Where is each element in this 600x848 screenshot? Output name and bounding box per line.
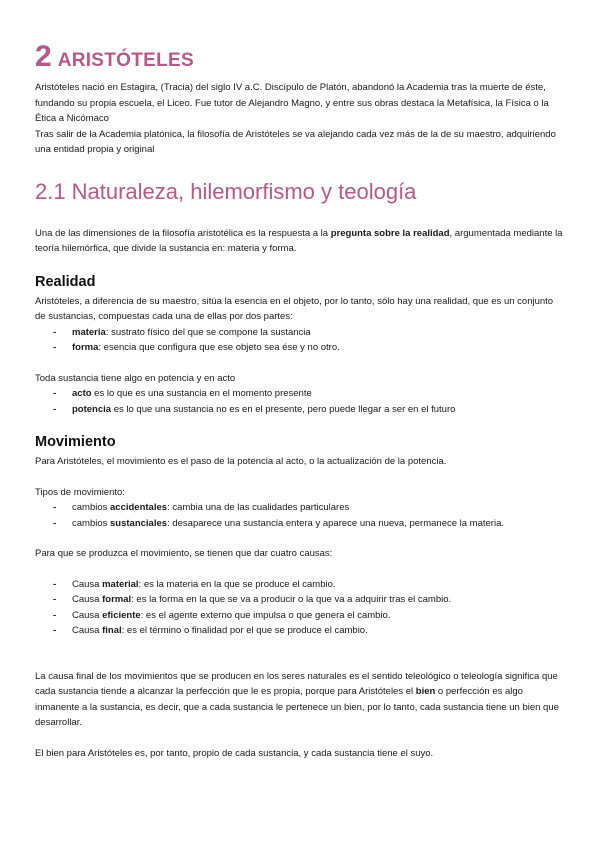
movimiento-text: Para Aristóteles, el movimiento es el paso de la potencia al acto, o la actualización de la potencia. [35, 456, 447, 467]
intro-paragraph-1: Aristóteles nació en Estagira, (Tracia) del siglo IV a.C. Discípulo de Platón, abandonó la Academia tras la muerte de éste, fundando su propia escuela, el Liceo. Fue tutor de Alejandro Magno, y entre sus obras destaca la Metafísica, la Física o la Ética a Nicómaco [35, 82, 549, 124]
parts-list [35, 325, 565, 356]
document-page [35, 40, 565, 761]
list-item: - Causa formal: es la forma en la que se va a producir o la que va a adquirir tras el cambio. [35, 592, 565, 608]
list-item: - potencia es lo que una sustancia no es en el presente, pero puede llegar a ser en el futuro [35, 402, 565, 418]
closing-paragraph: El bien para Aristóteles es, por tanto, propio de cada sustancia, y cada sustancia tiene el suyo. [35, 747, 434, 759]
potencia-list [35, 386, 565, 417]
section-intro: Una de las dimensiones de la filosofía aristotélica es la respuesta a la pregunta sobre la realidad, argumentada mediante la teoría hilemórfica, que divide la sustancia en: materia y forma. [35, 227, 563, 254]
list-item: - acto es lo que es una sustancia en el momento presente [35, 386, 565, 402]
teleologia-paragraph: La causa final de los movimientos que se producen en los seres naturales es el sentido teleológico o teleología significa que cada sustancia tiende a alcanzar la perfección que le es propia, porque para Aristóteles el bien o perfección es algo inmanente a la sustancia, es decir, que a cada sustancia le pertenece un bien, por lo tanto, cada sustancia tiene un bien que desarrollar. [35, 670, 559, 728]
tipos-intro: Tipos de movimiento: [35, 486, 125, 498]
section-heading [35, 178, 565, 206]
list-item: - Causa eficiente: es el agente externo que impulsa o que genera el cambio. [35, 608, 565, 624]
intro-paragraph-2: Tras salir de la Academia platónica, la filosofía de Aristóteles se va alejando cada vez más de la de su maestro, adquiriendo una entidad propia y original [35, 128, 556, 155]
chapter-number: 2 [35, 40, 52, 73]
section-title: Naturaleza, hilemorfismo y teología [71, 178, 417, 204]
list-item: - forma: esencia que configura que ese objeto sea ése y no otro. [35, 340, 565, 356]
list-item: - Causa final: es el término o finalidad por el que se produce el cambio. [35, 623, 565, 639]
section-number: 2.1 [35, 178, 66, 204]
causas-list [35, 577, 565, 639]
movimiento-heading: Movimiento [35, 434, 116, 450]
causas-intro: Para que se produzca el movimiento, se tienen que dar cuatro causas: [35, 548, 333, 559]
chapter-heading [35, 40, 565, 74]
chapter-title: ARISTÓTELES [57, 50, 194, 71]
realidad-heading: Realidad [35, 273, 96, 290]
list-item: - cambios sustanciales: desaparece una sustancia entera y aparece una nueva, permanece la materia. [35, 516, 565, 532]
list-item: - materia: sustrato físico del que se compone la sustancia [35, 325, 565, 341]
potencia-intro: Toda sustancia tiene algo en potencia y en acto [35, 372, 236, 384]
realidad-text: Aristóteles, a diferencia de su maestro, sitúa la esencia en el objeto, por lo tanto, sólo hay una realidad, que es un conjunto de sustancias, compuestas cada una de ellas por dos partes: [35, 295, 554, 322]
list-item: - Causa material: es la materia en la que se produce el cambio. [35, 577, 565, 593]
tipos-list [35, 500, 565, 531]
list-item: - cambios accidentales: cambia una de las cualidades particulares [35, 500, 565, 516]
